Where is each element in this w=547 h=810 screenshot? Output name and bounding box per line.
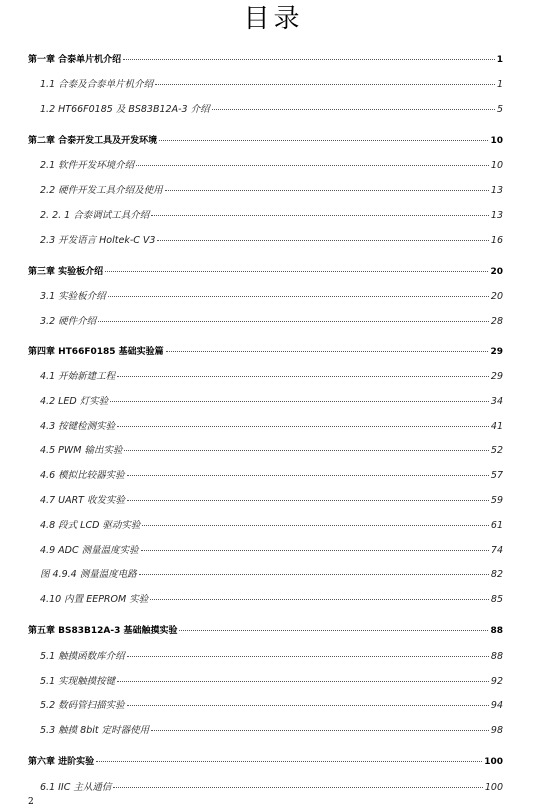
toc-entry-page: 52	[490, 445, 503, 456]
toc-entry-page: 20	[490, 291, 503, 302]
toc-entry-label: 4.9 ADC 测量温度实验	[40, 545, 139, 556]
dot-leader	[113, 787, 482, 788]
toc-entry-label: 4.2 LED 灯实验	[40, 396, 109, 407]
toc-entry-label: 5.1 实现触摸按键	[40, 676, 116, 687]
toc-entry-label: 4.7 UART 收发实验	[40, 495, 126, 506]
dot-leader	[127, 656, 489, 657]
toc-section-entry[interactable]	[40, 101, 503, 115]
toc-entry-page: 85	[490, 594, 503, 605]
dot-leader	[124, 450, 488, 451]
toc-entry-label: 5.3 触摸 8bit 定时器使用	[40, 725, 150, 736]
toc-chapter-entry[interactable]	[28, 754, 503, 767]
dot-leader	[117, 376, 489, 377]
toc-entry-label: 5.2 数码管扫描实验	[40, 700, 125, 711]
toc-entry-label: 第二章 合泰开发工具及开发环境	[28, 136, 158, 146]
dot-leader	[96, 761, 482, 762]
toc-entry-label: 图 4.9.4 测量温度电路	[40, 569, 137, 580]
dot-leader	[166, 351, 489, 352]
toc-section-entry[interactable]	[40, 492, 503, 506]
toc-section-entry[interactable]	[40, 722, 503, 736]
toc-entry-label: 1.2 HT66F0185 及 BS83B12A-3 介绍	[40, 104, 210, 115]
toc-section-entry[interactable]	[40, 313, 503, 327]
toc-chapter-entry[interactable]	[28, 133, 503, 146]
dot-leader	[105, 271, 488, 272]
toc-section-entry[interactable]	[40, 288, 503, 302]
toc-entry-label: 4.6 模拟比较器实验	[40, 470, 125, 481]
dot-leader	[98, 321, 489, 322]
toc-section-entry[interactable]	[40, 467, 503, 481]
toc-entry-page: 74	[490, 545, 503, 556]
toc-entry-page: 100	[484, 782, 503, 793]
toc-entry-label: 2.1 软件开发环境介绍	[40, 160, 135, 171]
toc-section-entry[interactable]	[40, 517, 503, 531]
toc-entry-page: 10	[490, 160, 503, 171]
toc-entry-label: 第四章 HT66F0185 基础实验篇	[28, 347, 164, 357]
toc-section-entry[interactable]	[40, 591, 503, 605]
toc-section-entry[interactable]	[40, 393, 503, 407]
toc-entry-page: 88	[490, 651, 503, 662]
toc-entry-page: 57	[490, 470, 503, 481]
toc-section-entry[interactable]	[40, 566, 503, 580]
toc-entry-label: 1.1 合泰及合泰单片机介绍	[40, 79, 154, 90]
toc-entry-page: 28	[490, 316, 503, 327]
dot-leader	[127, 475, 489, 476]
dot-leader	[151, 215, 489, 216]
toc-chapter-entry[interactable]	[28, 344, 503, 357]
toc-section-entry[interactable]	[40, 648, 503, 662]
toc-section-entry[interactable]	[40, 779, 503, 793]
dot-leader	[117, 426, 489, 427]
toc-entry-page: 82	[490, 569, 503, 580]
dot-leader	[123, 59, 495, 60]
toc-entry-page: 92	[490, 676, 503, 687]
toc-entry-page: 10	[490, 136, 503, 146]
toc-section-entry[interactable]	[40, 697, 503, 711]
toc-entry-label: 4.5 PWM 输出实验	[40, 445, 123, 456]
toc-entry-page: 59	[490, 495, 503, 506]
dot-leader	[179, 630, 488, 631]
toc-entry-label: 3.2 硬件介绍	[40, 316, 97, 327]
toc-entry-label: 4.10 内置 EEPROM 实验	[40, 594, 149, 605]
toc-entry-page: 34	[490, 396, 503, 407]
toc-entry-page: 13	[490, 185, 503, 196]
toc-entry-page: 41	[490, 421, 503, 432]
toc-section-entry[interactable]	[40, 76, 503, 90]
toc-entry-label: 4.1 开始新建工程	[40, 371, 116, 382]
toc-chapter-entry[interactable]	[28, 623, 503, 636]
toc-section-entry[interactable]	[40, 442, 503, 456]
dot-leader	[127, 705, 489, 706]
dot-leader	[117, 681, 489, 682]
toc-entry-label: 第三章 实验板介绍	[28, 267, 104, 277]
toc-entry-page: 88	[490, 626, 503, 636]
dot-leader	[136, 165, 489, 166]
dot-leader	[142, 525, 488, 526]
toc-entry-page: 29	[490, 371, 503, 382]
dot-leader	[110, 401, 489, 402]
toc-section-entry[interactable]	[40, 368, 503, 382]
dot-leader	[155, 84, 495, 85]
dot-leader	[159, 140, 488, 141]
toc-entry-label: 第六章 进阶实验	[28, 757, 95, 767]
toc-entry-page: 5	[496, 104, 503, 115]
toc-entry-page: 98	[490, 725, 503, 736]
toc-entry-label: 第五章 BS83B12A-3 基础触摸实验	[28, 626, 178, 636]
toc-entry-page: 94	[490, 700, 503, 711]
toc-section-entry[interactable]	[40, 207, 503, 221]
toc-entry-label: 第一章 合泰单片机介绍	[28, 55, 122, 65]
dot-leader	[141, 550, 489, 551]
toc-entry-page: 100	[484, 757, 503, 767]
toc-entry-page: 1	[496, 79, 503, 90]
toc-chapter-entry[interactable]	[28, 52, 503, 65]
toc-entry-page: 1	[496, 55, 503, 65]
toc-title: 目录	[243, 4, 304, 34]
dot-leader	[150, 599, 489, 600]
toc-entry-page: 13	[490, 210, 503, 221]
toc-entry-label: 2. 2. 1 合泰调试工具介绍	[40, 210, 150, 221]
toc-entry-label: 4.8 段式 LCD 驱动实验	[40, 520, 141, 531]
dot-leader	[139, 574, 489, 575]
toc-entry-label: 3.1 实验板介绍	[40, 291, 106, 302]
toc-section-entry[interactable]	[40, 182, 503, 196]
toc-entry-label: 6.1 IIC 主从通信	[40, 782, 112, 793]
toc-entry-label: 5.1 触摸函数库介绍	[40, 651, 125, 662]
toc-entry-label: 2.3 开发语言 Holtek-C V3	[40, 235, 156, 246]
dot-leader	[151, 730, 489, 731]
toc-entry-label: 2.2 硬件开发工具介绍及使用	[40, 185, 163, 196]
toc-section-entry[interactable]	[40, 232, 503, 246]
dot-leader	[165, 190, 489, 191]
dot-leader	[108, 296, 489, 297]
toc-chapter-entry[interactable]	[28, 264, 503, 277]
toc-section-entry[interactable]	[40, 418, 503, 432]
toc-entry-page: 29	[490, 347, 503, 357]
toc-entry-label: 4.3 按键检测实验	[40, 421, 116, 432]
toc-section-entry[interactable]	[40, 157, 503, 171]
toc-section-entry[interactable]	[40, 542, 503, 556]
toc-entry-page: 61	[490, 520, 503, 531]
dot-leader	[157, 240, 488, 241]
page-number: 2	[28, 797, 34, 807]
dot-leader	[212, 109, 495, 110]
toc-entry-page: 20	[490, 267, 503, 277]
toc-section-entry[interactable]	[40, 673, 503, 687]
dot-leader	[127, 500, 489, 501]
toc-entry-page: 16	[490, 235, 503, 246]
